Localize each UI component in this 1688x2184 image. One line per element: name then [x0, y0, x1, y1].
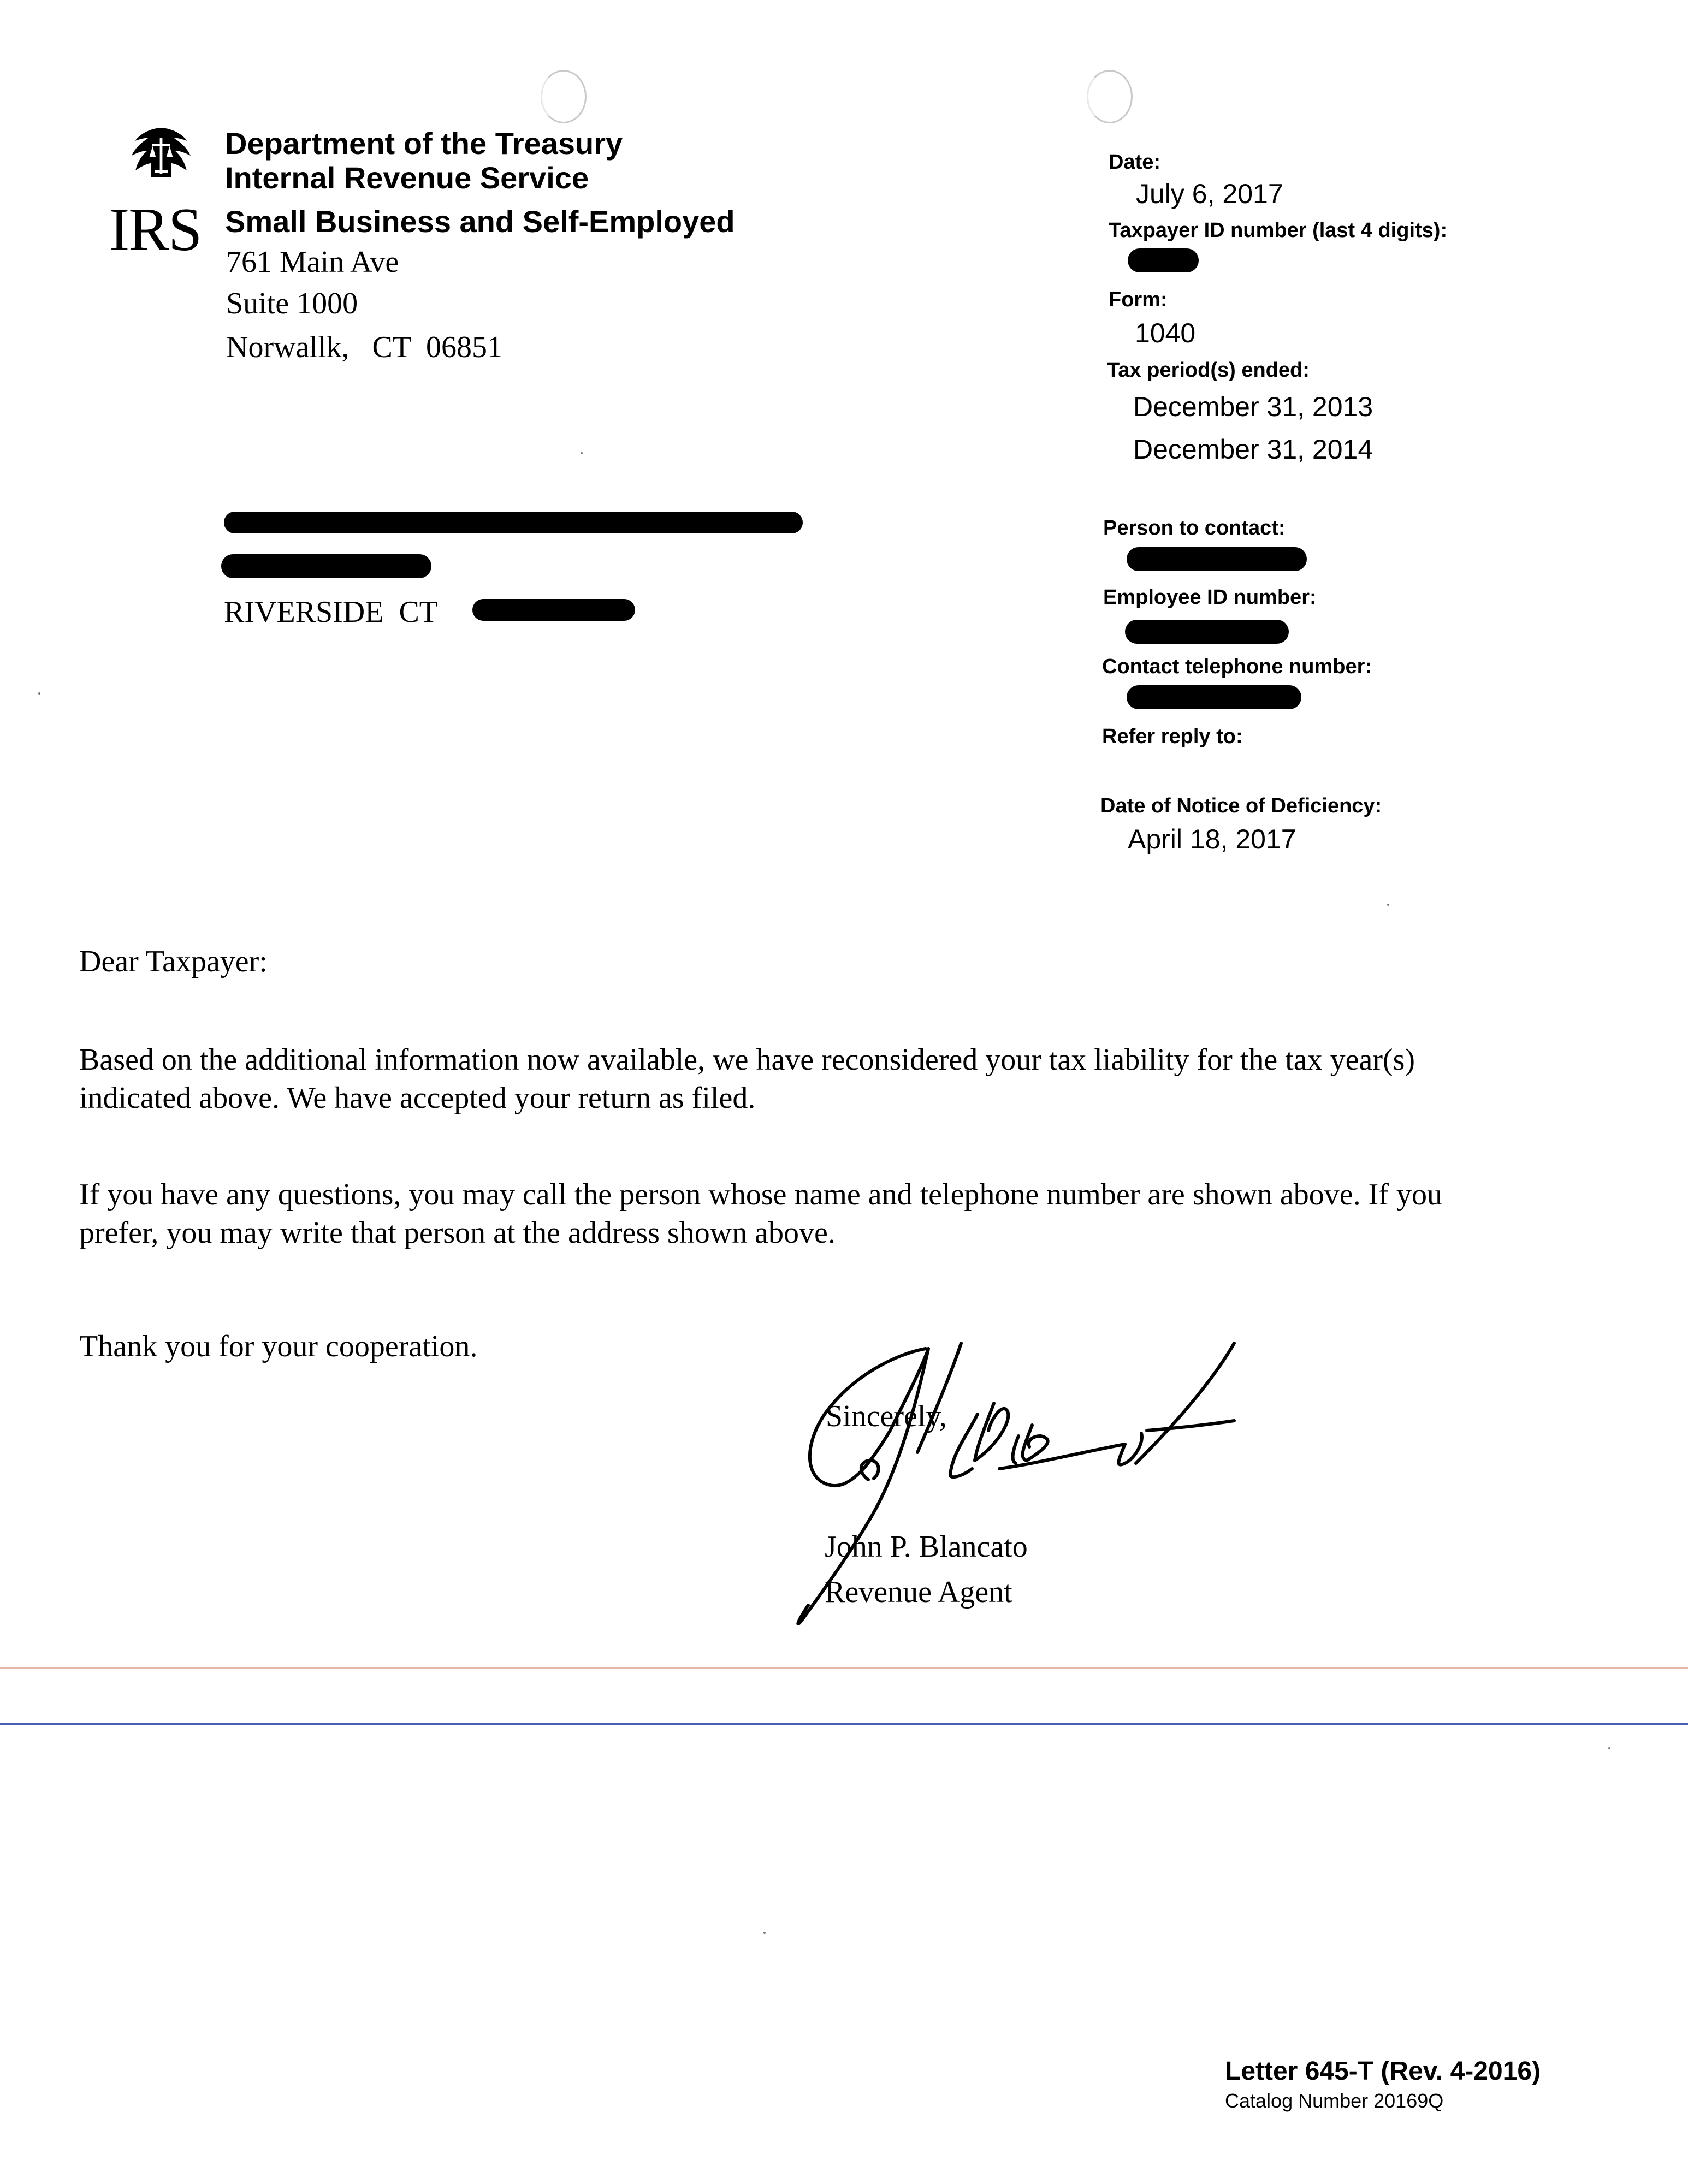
salutation: Dear Taxpayer:: [79, 945, 268, 978]
redacted-taxpayer-id: [1128, 248, 1199, 272]
form-value: 1040: [1135, 318, 1196, 348]
irs-logo-text: IRS: [109, 196, 202, 264]
scan-speck: [581, 452, 583, 454]
letter-id: Letter 645-T (Rev. 4-2016): [1225, 2057, 1541, 2086]
closing: Sincerely,: [826, 1399, 947, 1433]
tax-period-2014: December 31, 2014: [1133, 434, 1373, 465]
punch-hole-left: [541, 70, 587, 123]
paragraph-1-line-1: Based on the additional information now available, we have reconsidered your tax liability for the tax year(s): [79, 1043, 1415, 1077]
refer-reply-label: Refer reply to:: [1102, 725, 1243, 748]
signer-title: Revenue Agent: [825, 1575, 1012, 1609]
scan-speck: [763, 1932, 766, 1934]
form-label: Form:: [1109, 288, 1168, 311]
redacted-recipient-name: [224, 512, 803, 533]
thank-you-line: Thank you for your cooperation.: [79, 1330, 478, 1363]
person-to-contact-label: Person to contact:: [1103, 517, 1286, 539]
paragraph-2-line-1: If you have any questions, you may call the person whose name and telephone number are shown above. If you: [79, 1178, 1442, 1212]
agency-address-line2: Suite 1000: [226, 287, 358, 321]
redacted-recipient-street: [221, 554, 431, 578]
recipient-city: RIVERSIDE CT: [224, 595, 438, 629]
redacted-recipient-zip: [472, 599, 635, 621]
catalog-number: Catalog Number 20169Q: [1225, 2090, 1444, 2112]
divider-blue: [0, 1723, 1688, 1725]
contact-phone-label: Contact telephone number:: [1102, 655, 1372, 678]
divider-red: [0, 1667, 1688, 1669]
notice-date-label: Date of Notice of Deficiency:: [1100, 794, 1382, 817]
notice-date-value: April 18, 2017: [1128, 824, 1296, 854]
paragraph-1-line-2: indicated above. We have accepted your return as filed.: [79, 1081, 756, 1115]
paragraph-2-line-2: prefer, you may write that person at the address shown above.: [79, 1216, 836, 1250]
taxpayer-id-label: Taxpayer ID number (last 4 digits):: [1109, 219, 1448, 242]
agency-service: Internal Revenue Service: [225, 161, 589, 195]
signature-image: [743, 1332, 1278, 1638]
tax-period-2013: December 31, 2013: [1133, 391, 1373, 422]
agency-address-line3: Norwallk, CT 06851: [226, 330, 503, 364]
scan-speck: [1387, 904, 1389, 906]
date-value: July 6, 2017: [1136, 179, 1283, 209]
signer-name: John P. Blancato: [825, 1530, 1028, 1564]
punch-hole-right: [1087, 70, 1133, 123]
scan-speck: [1608, 1747, 1610, 1749]
agency-address-line1: 761 Main Ave: [226, 245, 399, 279]
redacted-contact-phone: [1127, 685, 1301, 709]
redacted-contact-name: [1127, 547, 1307, 571]
employee-id-label: Employee ID number:: [1103, 586, 1317, 609]
agency-department: Department of the Treasury: [225, 126, 623, 161]
scan-speck: [38, 692, 40, 695]
date-label: Date:: [1109, 151, 1161, 174]
tax-period-label: Tax period(s) ended:: [1107, 359, 1310, 382]
agency-division: Small Business and Self-Employed: [225, 204, 735, 239]
redacted-employee-id: [1125, 620, 1289, 644]
